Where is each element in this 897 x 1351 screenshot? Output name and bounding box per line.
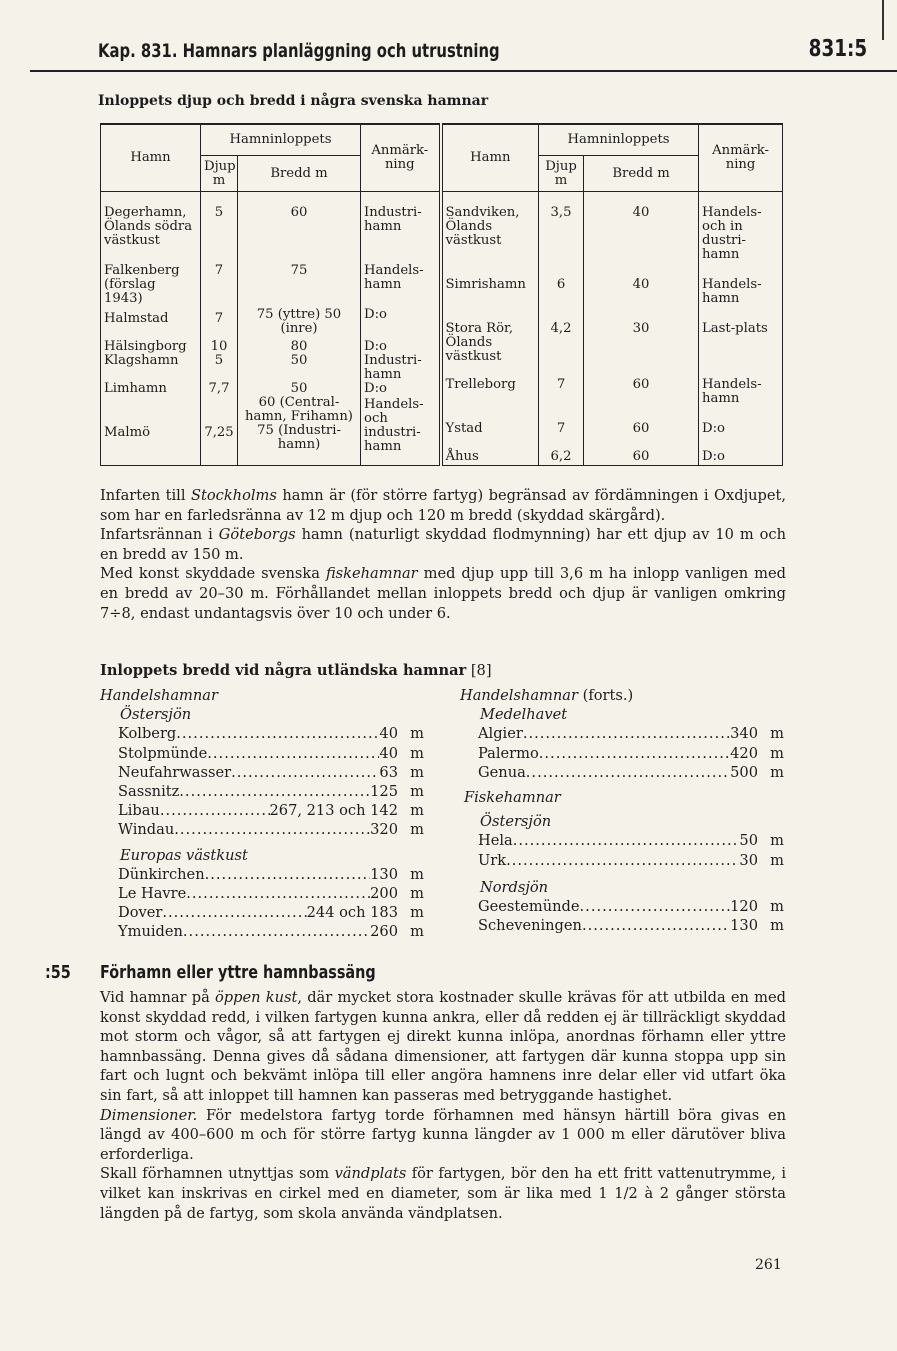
section-55-title: Förhamn eller yttre hamnbassäng <box>100 962 376 983</box>
col-header-hamninlopp-right: Hamninloppets <box>539 124 699 156</box>
section-number: 831:5 <box>808 36 867 62</box>
col-header-anm-right: Anmärk-ning <box>699 124 783 192</box>
list-item: Algier ..... 340 m <box>478 724 784 743</box>
left-djup-column <box>201 206 238 466</box>
table-cell: Åhus <box>445 448 479 464</box>
list-nordsjon <box>460 897 784 935</box>
table-cell: 40 <box>632 276 650 292</box>
table-cell: 60 <box>290 204 308 220</box>
table-cell: 5 <box>214 204 224 220</box>
subheading: Östersjön <box>480 813 552 831</box>
right-anm-column <box>699 206 783 466</box>
table-cell: Falkenberg (förslag 1943) <box>104 262 180 306</box>
table-cell: D:o <box>702 448 725 464</box>
right-djup-column <box>539 206 584 466</box>
subheading: Handelshamnar <box>100 687 218 704</box>
paragraph-oppen-kust: Vid hamnar på öppen kust, där mycket stora kostnader skulle krävas för att utbilda en med konst skyddad redd, i vilken fartygen kunna ankra, eller då redden ej är tillräckligt skyddad mot storm och vågor, så att fartygen ej direkt kunna inlöpa, anordnas förhamn eller yttre hamnbassäng. Denna gives då sådana dimensioner, att fartygen där kunna stoppa upp sin fart och lugnt och bekvämt inlöpa till eller angöra hamnens inre delar eller vid utfart öka sin fart, så att inloppet till hamnen kan passeras med betryggande hastighet. <box>100 989 786 1104</box>
table-cell: D:o <box>702 420 725 436</box>
list-item: Libau ..... 267, 213 och 142 m <box>118 801 424 820</box>
table-cell: 60 <box>632 376 650 392</box>
table-cell: 7,25 <box>204 424 234 440</box>
header-rule <box>30 70 897 72</box>
right-hamn-column <box>441 206 539 466</box>
running-header: Kap. 831. Hamnars planläggning och utrustning <box>98 40 500 62</box>
left-bredd-column <box>238 206 361 466</box>
list-medelhavet <box>460 724 784 782</box>
table-cell: 60 (Central-hamn, Frihamn) 75 (Industri-hamn) <box>245 394 353 452</box>
subheading: Medelhavet <box>480 706 568 724</box>
col-header-hamn: Hamn <box>101 124 201 192</box>
table-cell: 7 <box>556 420 566 436</box>
list-item: Urk ..... 30 m <box>478 851 784 870</box>
table-cell: 3,5 <box>550 204 572 220</box>
table-cell: 6 <box>556 276 566 292</box>
table-cell: 7,7 <box>208 380 230 396</box>
col-header-bredd: Bredd m <box>238 156 361 192</box>
table-cell: 40 <box>632 204 650 220</box>
table-cell: 7 <box>214 310 224 326</box>
page-number: 261 <box>755 1257 782 1273</box>
table-cell: Handels-hamn <box>364 262 424 292</box>
paragraph-goteborg: Infartsrännan i Göteborgs hamn (naturligt skyddad flodmynning) har ett djup av 10 m och en bredd av 150 m. <box>100 526 786 563</box>
table-cell: D:o <box>364 306 387 322</box>
paragraph-dimensioner: Dimensioner. För medelstora fartyg torde förhamnen med hänsyn härtill böra givas en längd av 400–600 m och för större fartyg kunna längder av 1 000 m eller därutöver bliva erforderliga. <box>100 1106 786 1163</box>
list-item: Palermo ..... 420 m <box>478 744 784 763</box>
table-cell: Klagshamn <box>104 352 179 368</box>
right-bredd-column <box>584 206 699 466</box>
list-item: Kolberg ..... 40 m <box>118 724 424 743</box>
table-cell: 5 <box>214 352 224 368</box>
list-item: Sassnitz ..... 125 m <box>118 782 424 801</box>
list-item: Neufahrwasser ..... 63 m <box>118 763 424 782</box>
paragraph-vandplats: Skall förhamnen utnyttjas som vändplats för fartygen, bör den ha ett fritt vattenutrymme, i vilket kan inskrivas en cirkel med en diameter, som är lika med 1 1/2 à 2 gånger största längden på de fartyg, som skola använda vändplatsen. <box>100 1165 787 1222</box>
paragraph-stockholm: Infarten till Stockholms hamn är (för större fartyg) begränsad av fördämningen i Oxdjupet, som har en farledsränna av 12 m djup och 120 m bredd (skyddad skärgård). <box>100 487 786 524</box>
table-cell: 50 <box>290 352 308 368</box>
table-cell: Handels-och in dustri-hamn <box>702 204 762 262</box>
list-item: Dünkirchen ..... 130 m <box>118 865 424 884</box>
col-header-anm: Anmärk-ning <box>361 124 441 192</box>
table-cell: 6,2 <box>550 448 572 464</box>
list-item: Hela ..... 50 m <box>478 831 784 850</box>
table-cell: 80 <box>290 338 308 354</box>
intro-paragraphs <box>100 486 786 623</box>
col-header-bredd-right: Bredd m <box>584 156 699 192</box>
table-cell: D:o <box>364 338 387 354</box>
list-item: Windau ..... 320 m <box>118 820 424 839</box>
list-item: Dover ..... 244 och 183 m <box>118 903 424 922</box>
table-cell: 75 (yttre) 50 (inre) <box>256 306 342 336</box>
section-55-number: :55 <box>45 962 71 983</box>
table-cell: Limhamn <box>104 380 167 396</box>
table-cell: Malmö <box>104 424 151 440</box>
foreign-right-column <box>460 686 784 935</box>
table-cell: Simrishamn <box>445 276 526 292</box>
table-cell: Degerhamn, Ölands södra västkust <box>104 204 193 248</box>
subheading: Östersjön <box>120 706 192 724</box>
list-item: Genua ..... 500 m <box>478 763 784 782</box>
table-cell: Handels-hamn <box>702 276 762 306</box>
table-cell: 7 <box>214 262 224 278</box>
left-anm-column <box>361 206 441 466</box>
subheading: Nordsjön <box>480 878 549 896</box>
table-cell: D:o <box>364 380 387 396</box>
table-cell: 60 <box>632 448 650 464</box>
list-item: Scheveningen ..... 130 m <box>478 916 784 935</box>
subheading: Europas västkust <box>120 846 248 864</box>
subheading: Handelshamnar (forts.) <box>460 687 634 704</box>
paragraph-fiskehamnar: Med konst skyddade svenska fiskehamnar med djup upp till 3,6 m ha inlopp vanligen med en bredd av 20–30 m. Förhållandet mellan inloppets bredd och djup är vanligen omkring 7÷8, endast undantagsvis över 10 och under 6. <box>100 565 786 622</box>
swedish-harbours-table <box>100 123 783 466</box>
table-cell: 60 <box>632 420 650 436</box>
table-cell: 4,2 <box>550 320 572 336</box>
table-cell: Industri-hamn <box>364 352 422 382</box>
list-item: Ymuiden ..... 260 m <box>118 922 424 941</box>
table-cell: Sandviken, Ölands västkust <box>445 204 520 248</box>
col-header-hamninlopp: Hamninloppets <box>201 124 361 156</box>
col-header-djup: Djup m <box>201 156 238 192</box>
table-cell: 30 <box>632 320 650 336</box>
left-hamn-column <box>101 206 201 466</box>
foreign-title: Inloppets bredd vid några utländska hamnar [8] <box>100 662 492 679</box>
list-fiske-ostersjon <box>460 831 784 869</box>
subheading: Fiskehamnar <box>464 789 561 807</box>
table-cell: Halmstad <box>104 310 169 326</box>
table-cell: 75 <box>290 262 308 278</box>
col-header-hamn-right: Hamn <box>441 124 539 192</box>
table-title: Inloppets djup och bredd i några svenska hamnar <box>98 93 489 109</box>
table-cell: 10 <box>210 338 228 354</box>
table-cell: Stora Rör, Ölands västkust <box>445 320 514 364</box>
corner-mark <box>882 0 884 40</box>
section-55-body <box>100 988 786 1223</box>
table-cell: 50 <box>290 380 308 396</box>
list-item: Le Havre ..... 200 m <box>118 884 424 903</box>
list-item: Stolpmünde ..... 40 m <box>118 744 424 763</box>
table-cell: Ystad <box>445 420 483 436</box>
table-cell: Handels-och industri-hamn <box>364 396 424 454</box>
list-ostersjon <box>100 724 424 839</box>
table-cell: Hälsingborg <box>104 338 187 354</box>
table-cell: 7 <box>556 376 566 392</box>
list-europas <box>100 865 424 942</box>
table-cell: Trelleborg <box>445 376 516 392</box>
foreign-left-column <box>100 686 424 942</box>
table-cell: Industri-hamn <box>364 204 422 234</box>
list-item: Geestemünde ..... 120 m <box>478 897 784 916</box>
table-cell: Last-plats <box>702 320 768 336</box>
col-header-djup-right: Djup m <box>539 156 584 192</box>
table-cell: Handels-hamn <box>702 376 762 406</box>
